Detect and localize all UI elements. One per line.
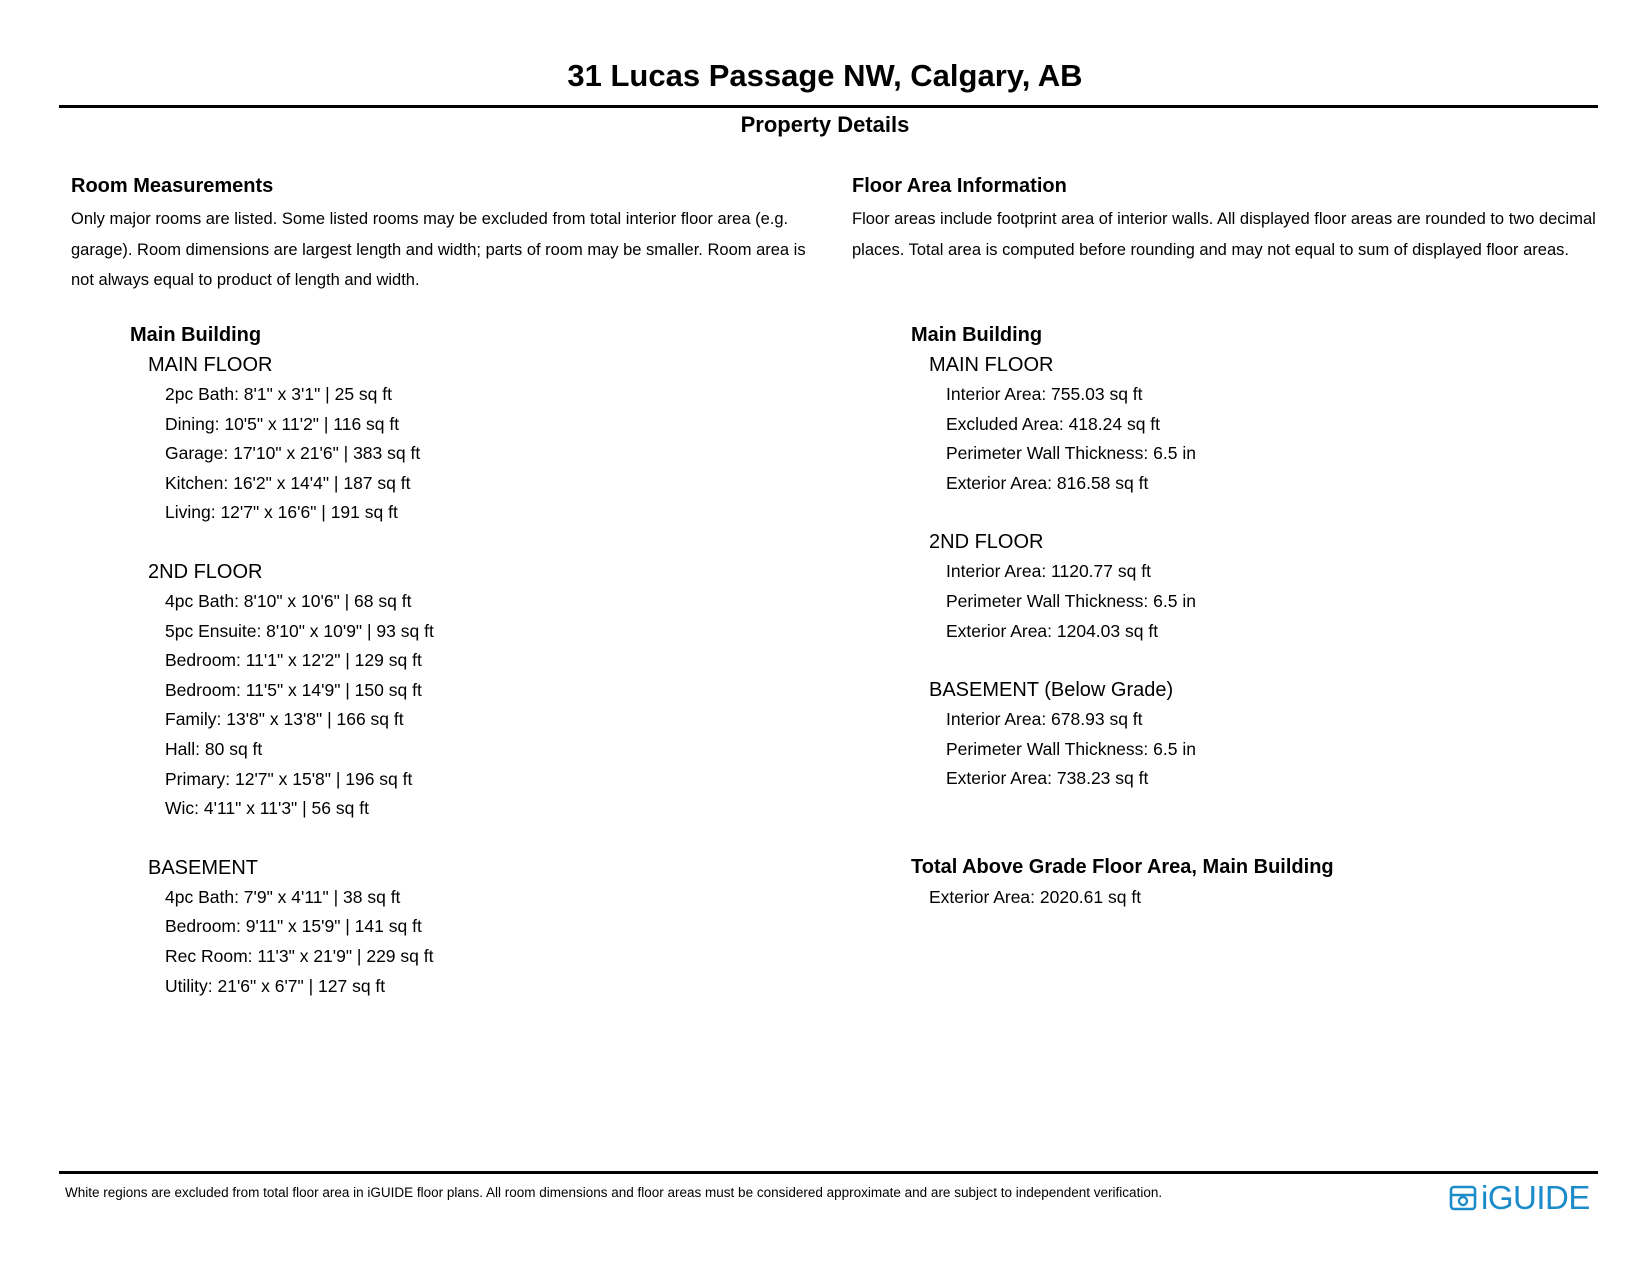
floor-area-section bbox=[852, 172, 1612, 907]
area-item: Excluded Area: 418.24 sq ft bbox=[946, 413, 1161, 434]
room-item: Living: 12'7" x 16'6" | 191 sq ft bbox=[165, 502, 398, 523]
room-measurements-heading: Room Measurements bbox=[71, 175, 274, 197]
room-item: 4pc Bath: 8'10" x 10'6" | 68 sq ft bbox=[165, 590, 412, 611]
total-area-value: Exterior Area: 2020.61 sq ft bbox=[929, 887, 1142, 907]
area-item: Exterior Area: 1204.03 sq ft bbox=[946, 620, 1159, 641]
room-item: Primary: 12'7" x 15'8" | 196 sq ft bbox=[165, 768, 413, 789]
room-item: 5pc Ensuite: 8'10" x 10'9" | 93 sq ft bbox=[165, 620, 434, 641]
room-item: Utility: 21'6" x 6'7" | 127 sq ft bbox=[165, 975, 386, 996]
room-item: Garage: 17'10" x 21'6" | 383 sq ft bbox=[165, 443, 421, 464]
floor-name: BASEMENT bbox=[148, 856, 259, 879]
total-area-heading: Total Above Grade Floor Area, Main Building bbox=[911, 856, 1334, 878]
floor-area-heading: Floor Area Information bbox=[852, 175, 1067, 197]
building-title: Main Building bbox=[130, 324, 262, 346]
page-title: 31 Lucas Passage NW, Calgary, AB bbox=[567, 58, 1083, 93]
room-item: Bedroom: 11'5" x 14'9" | 150 sq ft bbox=[165, 679, 422, 700]
footer-disclaimer: White regions are excluded from total floor area in iGUIDE floor plans. All room dimensions and floor areas must be considered approximate and are subject to independent verification. bbox=[65, 1185, 1163, 1200]
room-item: Kitchen: 16'2" x 14'4" | 187 sq ft bbox=[165, 472, 411, 493]
room-building-block bbox=[130, 320, 830, 1001]
area-item: Interior Area: 755.03 sq ft bbox=[946, 384, 1143, 404]
floor-block bbox=[130, 350, 830, 528]
area-item: Perimeter Wall Thickness: 6.5 in bbox=[946, 590, 1196, 611]
room-measurements-section bbox=[71, 172, 831, 996]
total-area-block bbox=[911, 852, 1611, 912]
camera-box-icon bbox=[1449, 1184, 1477, 1212]
room-item: Dining: 10'5" x 11'2" | 116 sq ft bbox=[165, 413, 400, 434]
floor-block bbox=[911, 675, 1611, 794]
room-measurements-description: Only major rooms are listed. Some listed rooms may be excluded from total interior floor area (e.g. garage). Room dimensions are largest length and width; parts of room may be smaller. Room area is not always equal to product of length and width. bbox=[71, 210, 806, 289]
area-item: Perimeter Wall Thickness: 6.5 in bbox=[946, 443, 1196, 464]
floor-block bbox=[130, 557, 830, 824]
floor-block bbox=[130, 853, 830, 1001]
floor-name: 2ND FLOOR bbox=[148, 560, 263, 583]
area-item: Exterior Area: 816.58 sq ft bbox=[946, 472, 1149, 493]
area-item: Perimeter Wall Thickness: 6.5 in bbox=[946, 738, 1196, 759]
logo-text: iGUIDE bbox=[1481, 1179, 1590, 1216]
room-item: 2pc Bath: 8'1" x 3'1" | 25 sq ft bbox=[165, 384, 392, 404]
floor-block bbox=[911, 527, 1611, 646]
area-item: Interior Area: 678.93 sq ft bbox=[946, 709, 1143, 730]
room-item: Wic: 4'11" x 11'3" | 56 sq ft bbox=[165, 798, 369, 819]
floor-name: MAIN FLOOR bbox=[929, 354, 1054, 376]
page-subtitle: Property Details bbox=[740, 112, 910, 137]
room-item: Rec Room: 11'3" x 21'9" | 229 sq ft bbox=[165, 945, 434, 966]
floor-block bbox=[911, 350, 1611, 498]
title-divider bbox=[59, 105, 1598, 108]
room-item: Family: 13'8" x 13'8" | 166 sq ft bbox=[165, 709, 404, 730]
room-item: Hall: 80 sq ft bbox=[165, 738, 263, 759]
area-building-block bbox=[911, 320, 1611, 794]
floor-name: BASEMENT (Below Grade) bbox=[929, 679, 1174, 702]
area-item: Exterior Area: 738.23 sq ft bbox=[946, 768, 1149, 789]
room-item: 4pc Bath: 7'9" x 4'11" | 38 sq ft bbox=[165, 886, 401, 907]
area-item: Interior Area: 1120.77 sq ft bbox=[946, 561, 1151, 582]
footer-divider bbox=[59, 1171, 1598, 1174]
floor-area-description: Floor areas include footprint area of interior walls. All displayed floor areas are rounded to two decimal places. Total area is computed before rounding and may not equal to sum of displayed floor areas. bbox=[852, 210, 1596, 259]
room-item: Bedroom: 9'11" x 15'9" | 141 sq ft bbox=[165, 916, 422, 937]
floor-name: 2ND FLOOR bbox=[929, 531, 1044, 554]
iguide-logo bbox=[1449, 1180, 1590, 1216]
building-title: Main Building bbox=[911, 324, 1043, 346]
floor-name: MAIN FLOOR bbox=[148, 354, 273, 376]
room-item: Bedroom: 11'1" x 12'2" | 129 sq ft bbox=[165, 650, 422, 671]
